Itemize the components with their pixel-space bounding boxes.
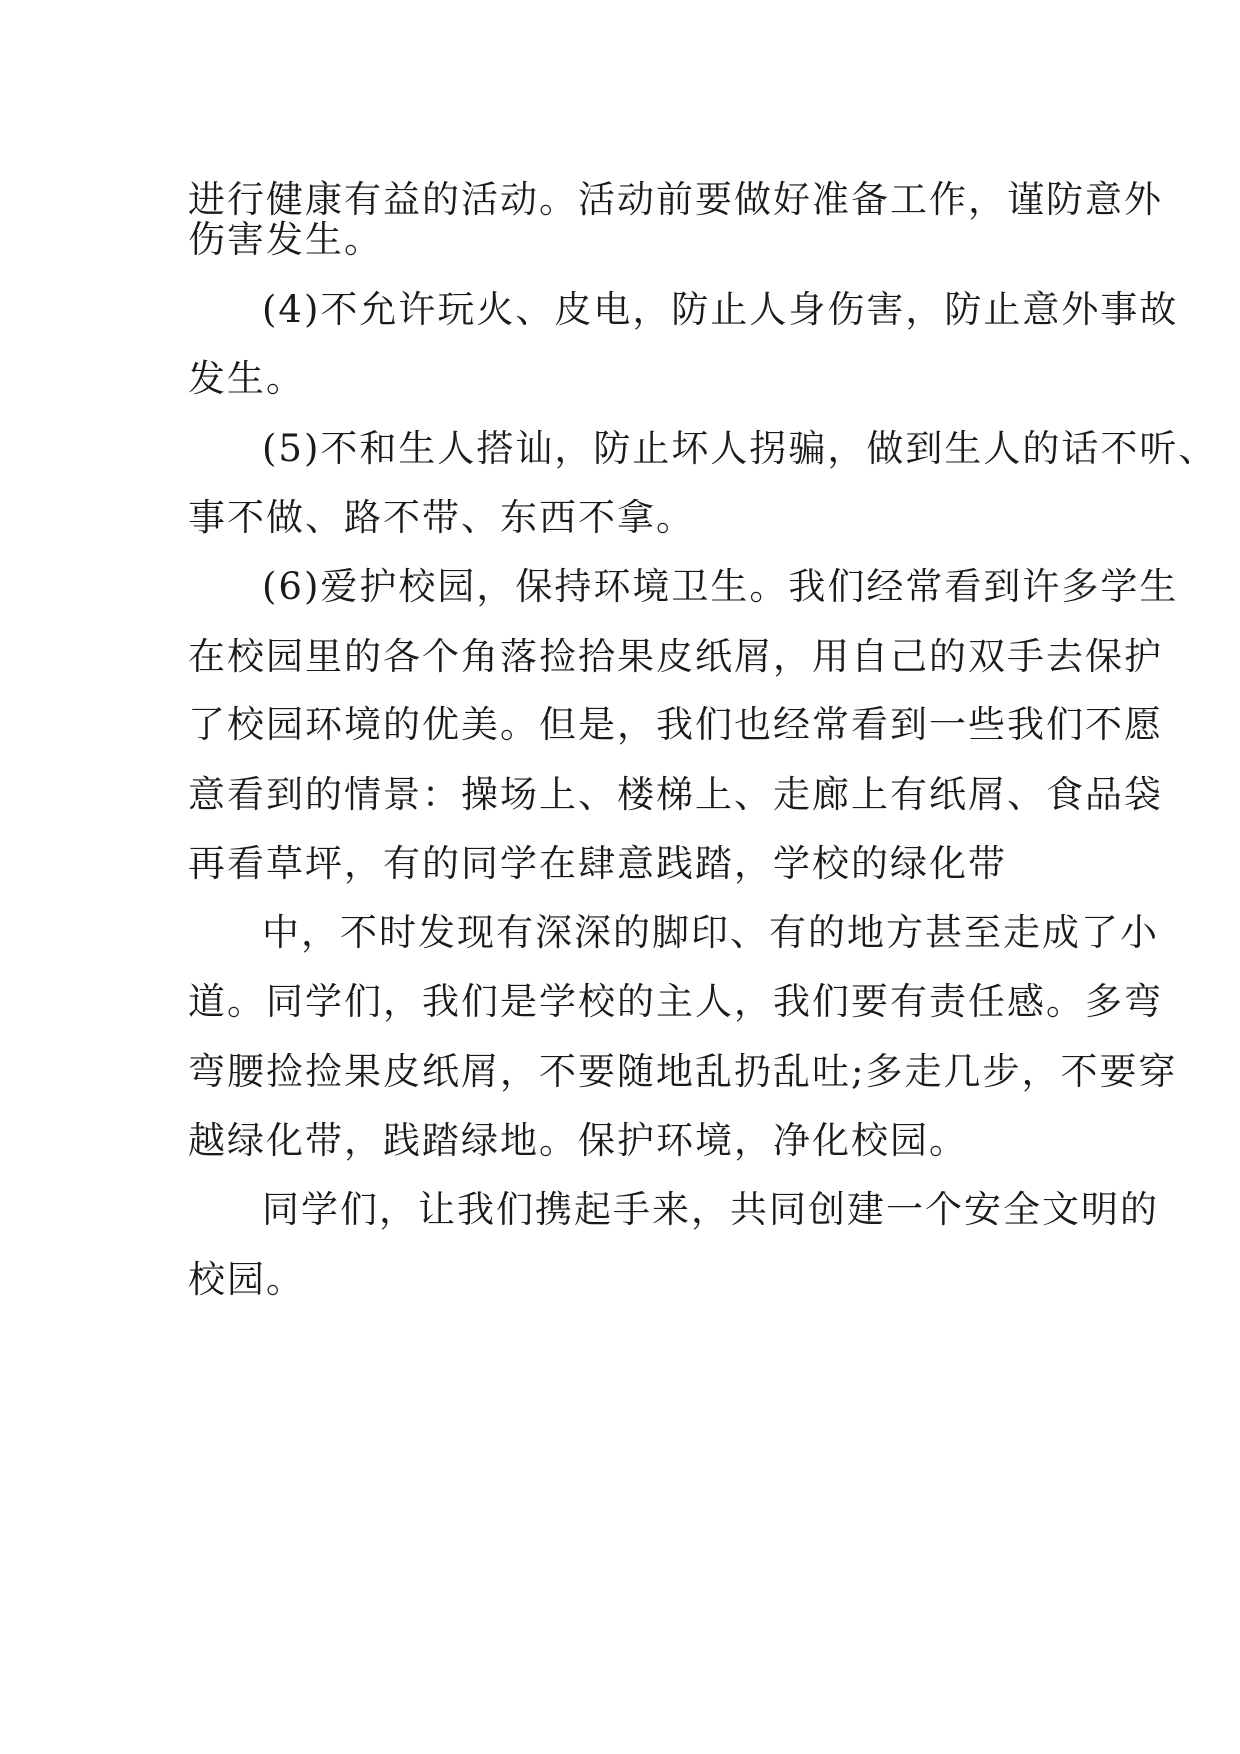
text-line: (4)不允许玩火、皮电，防止人身伤害，防止意外事故: [262, 288, 1179, 331]
text-line: 越绿化带，践踏绿地。保护环境，净化校园。: [188, 1119, 968, 1162]
text-line: 意看到的情景：操场上、楼梯上、走廊上有纸屑、食品袋: [188, 773, 1163, 816]
text-line: 同学们，让我们携起手来，共同创建一个安全文明的: [262, 1188, 1159, 1231]
text-line: 事不做、路不带、东西不拿。: [188, 496, 695, 539]
text-line: 在校园里的各个角落捡拾果皮纸屑，用自己的双手去保护: [188, 635, 1163, 678]
text-line: 中，不时发现有深深的脚印、有的地方甚至走成了小: [262, 911, 1159, 954]
text-line: 发生。: [188, 357, 305, 400]
text-line: 伤害发生。: [188, 218, 383, 261]
text-line: (5)不和生人搭讪，防止坏人拐骗，做到生人的话不听、: [262, 427, 1218, 470]
text-line: 再看草坪，有的同学在肆意践踏，学校的绿化带: [188, 842, 1007, 885]
text-line: (6)爱护校园，保持环境卫生。我们经常看到许多学生: [262, 565, 1179, 608]
text-line: 道。同学们，我们是学校的主人，我们要有责任感。多弯: [188, 980, 1163, 1023]
text-line: 进行健康有益的活动。活动前要做好准备工作，谨防意外: [188, 178, 1163, 221]
text-line: 弯腰捡捡果皮纸屑，不要随地乱扔乱吐;多走几步，不要穿: [188, 1050, 1178, 1093]
text-line: 校园。: [188, 1258, 305, 1301]
text-line: 了校园环境的优美。但是，我们也经常看到一些我们不愿: [188, 703, 1163, 746]
